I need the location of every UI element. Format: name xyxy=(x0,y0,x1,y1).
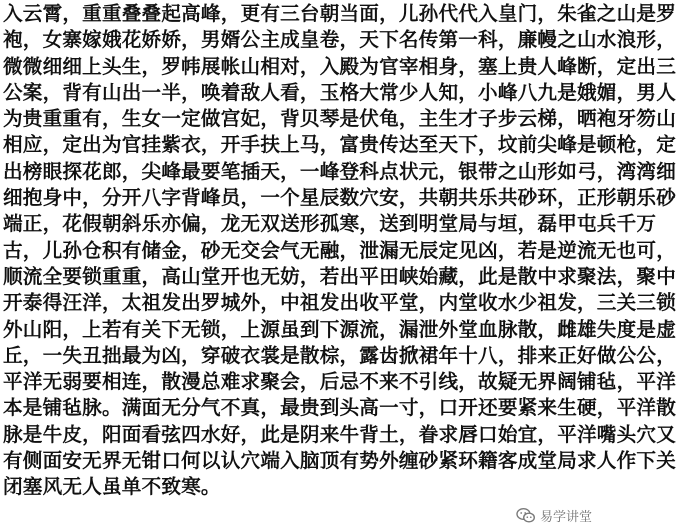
text-line: 端正，花假朝斜乐亦偏，龙无双送形孤寒，送到明堂局与垣，磊甲屯兵千万 xyxy=(3,212,657,236)
text-line: 本是铺毡脉。满面无分气不真，最贵到头高一寸，口开还要紧来生硬，平洋散 xyxy=(3,396,676,420)
text-line: 相应，定出为官挂紫衣，开手扶上马，富贵传达至天下，坟前尖峰是顿枪，定 xyxy=(3,133,676,157)
text-line: 闭塞风无人虽单不致寒。 xyxy=(3,475,221,499)
text-line: 古，儿孙仓积有储金，砂无交会气无融，泄漏无辰定见凶，若是逆流无也可， xyxy=(3,238,676,262)
text-line: 脉是牛皮，阳面看弦四水好，此是阴来牛背土，眷求唇口始宜，平洋嘴头穴又 xyxy=(3,422,676,446)
text-line: 公案，背有山出一半，唤着敌人看，玉格大常少人知，小峰八九是娥媚，男人 xyxy=(3,80,676,104)
text-line: 细抱身中，分开八字背峰员，一个星辰数穴安，共朝共乐共砂环，正形朝乐砂 xyxy=(3,186,676,210)
text-line: 开泰得汪洋，太祖发出罗城外，中祖发出收平堂，内堂收水少祖发，三关三锁 xyxy=(3,291,676,315)
watermark xyxy=(514,505,594,525)
text-line: 微微细细上头生，罗帏展帐山相对，入殿为官宰相身，塞上贵人峰断，定出三 xyxy=(3,54,676,78)
text-line: 丘，一失丑拙最为凶，穿破衣裳是散棕，露齿掀裙年十八，排来正好做公公， xyxy=(3,343,676,367)
text-line: 有侧面安无界无钳口何以认穴端入脑顶有势外缠砂紧环籍客成堂局求人作下关 xyxy=(3,449,676,473)
text-line: 平洋无弱要相连，散漫总难求聚会，后忌不来不引线，故疑无界阔铺毡，平洋 xyxy=(3,370,676,394)
text-line: 入云霄，重重叠叠起高峰，更有三台朝当面，儿孙代代入皇门，朱雀之山是罗 xyxy=(3,2,676,25)
text-line: 出榜眼探花郎，尖峰最要笔插天，一峰登科点状元，银带之山形如弓，湾湾细 xyxy=(3,159,676,183)
text-line: 顺流全要锁重重，高山堂开也无妨，若出平田峡始藏，此是散中求聚法，聚中 xyxy=(3,264,676,288)
watermark-text: 易学讲堂 xyxy=(539,509,592,525)
text-line: 外山阳，上若有关下无锁，上源虽到下源流，漏泄外堂血脉散，雌雄失度是虚 xyxy=(3,317,676,341)
wechat-icon xyxy=(516,507,536,524)
text-line: 为贵重重有，生女一定做宫妃，背贝琴是伏龟，主生才子步云梯，晒袍牙笏山 xyxy=(3,107,676,131)
text-line: 袍，女寨嫁娥花娇娇，男婿公主成皇卷，天下名传第一科，廉幔之山水浪形， xyxy=(3,28,676,52)
